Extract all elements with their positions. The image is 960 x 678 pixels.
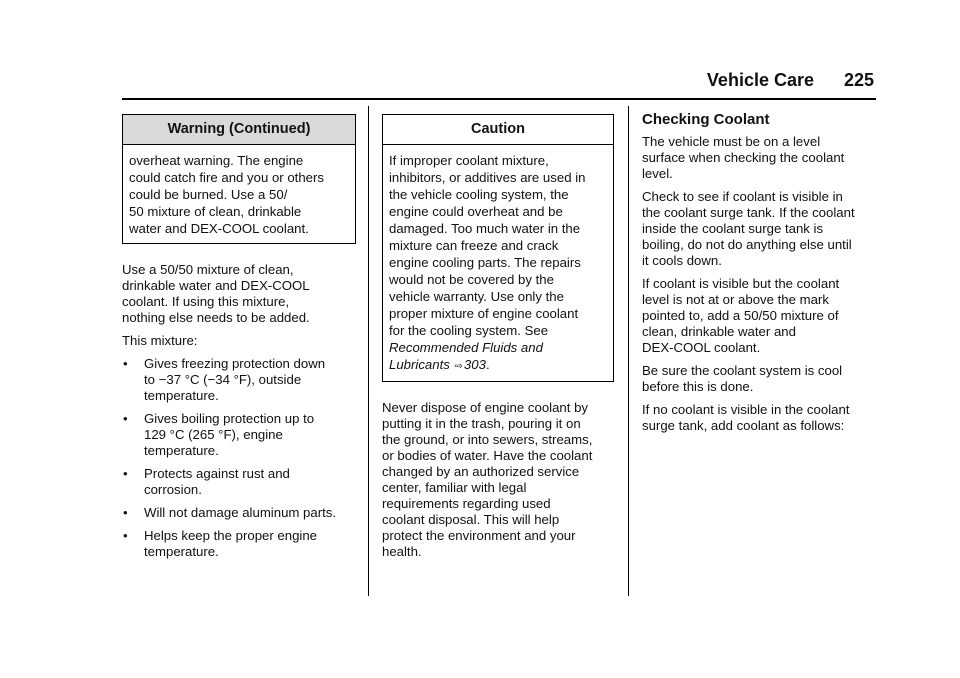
warning-line: overheat warning. The engine [129,153,304,168]
warning-title: Warning (Continued) [123,115,355,145]
bullet-icon: • [123,528,128,543]
paragraph: If coolant is visible but the coolant level is not at or above the mark pointed to, add a 50/50 mixture of clean, drinkable water and DEX-COOL coolant. [642,276,840,355]
cross-reference-link[interactable]: Recommended Fluids and [389,340,543,355]
column-right [642,110,878,441]
warning-line: 50 mixture of clean, drinkable [129,204,302,219]
list-item: • Helps keep the proper engine temperature. [123,528,318,559]
column-divider [628,106,629,596]
section-heading: Checking Coolant [642,111,770,128]
warning-text [123,145,355,243]
warning-line: could catch fire and you or others [129,170,324,185]
mixture-paragraph: Use a 50/50 mixture of clean, drinkable water and DEX-COOL coolant. If using this mixture, nothing else needs to be added. [122,262,310,325]
disposal-paragraph: Never dispose of engine coolant by putting it in the trash, pouring it on the ground, or into sewers, streams, or bodies of water. Have the coolant changed by an authorized service center, familiar with legal requirements regarding used coolant disposal. This will help protect the environment and your health. [382,400,593,559]
bullet-icon: • [123,466,128,481]
page-ref-arrow-icon: ⇨ [454,361,463,372]
mixture-benefits-list [122,356,356,560]
warning-line: water and DEX-COOL coolant. [129,221,309,236]
bullet-icon: • [123,356,128,371]
bullet-icon: • [123,505,128,520]
caution-title: Caution [383,115,613,145]
mixture-intro: This mixture: [122,333,198,348]
paragraph: The vehicle must be on a level surface when checking the coolant level. [642,134,845,181]
section-title: Vehicle Care [706,70,814,90]
column-middle [382,114,614,567]
cross-reference-link[interactable]: Lubricants [389,357,450,372]
paragraph: If no coolant is visible in the coolant surge tank, add coolant as follows: [642,402,850,433]
warning-box [122,114,356,244]
header-rule [122,98,876,100]
list-item: • Protects against rust and corrosion. [123,466,290,497]
list-item: • Will not damage aluminum parts. [123,505,337,520]
caution-box [382,114,614,382]
column-divider [368,106,369,596]
column-left [122,114,356,567]
cross-reference-page[interactable]: 303 [463,357,486,372]
warning-line: could be burned. Use a 50/ [129,187,288,202]
page-number: 225 [843,70,874,90]
paragraph: Be sure the coolant system is cool before this is done. [642,363,843,394]
paragraph: Check to see if coolant is visible in the coolant surge tank. If the coolant inside the coolant surge tank is boiling, do not do anything else until it cools down. [642,189,855,268]
bullet-icon: • [123,411,128,426]
caution-text: If improper coolant mixture, inhibitors, or additives are used in the vehicle cooling system, the engine could overheat and be damaged. Too much water in the mixture can freeze and crack engine cooling parts. The repairs would not be covered by the vehicle warranty. Use only the proper mixture of engine coolant for the cooling system. See Recommended Fluids and Lubricants ⇨303. [383,145,613,381]
list-item: • Gives boiling protection up to 129 °C (265 °F), engine temperature. [123,411,315,458]
list-item: • Gives freezing protection down to −37 °C (−34 °F), outside temperature. [123,356,326,403]
